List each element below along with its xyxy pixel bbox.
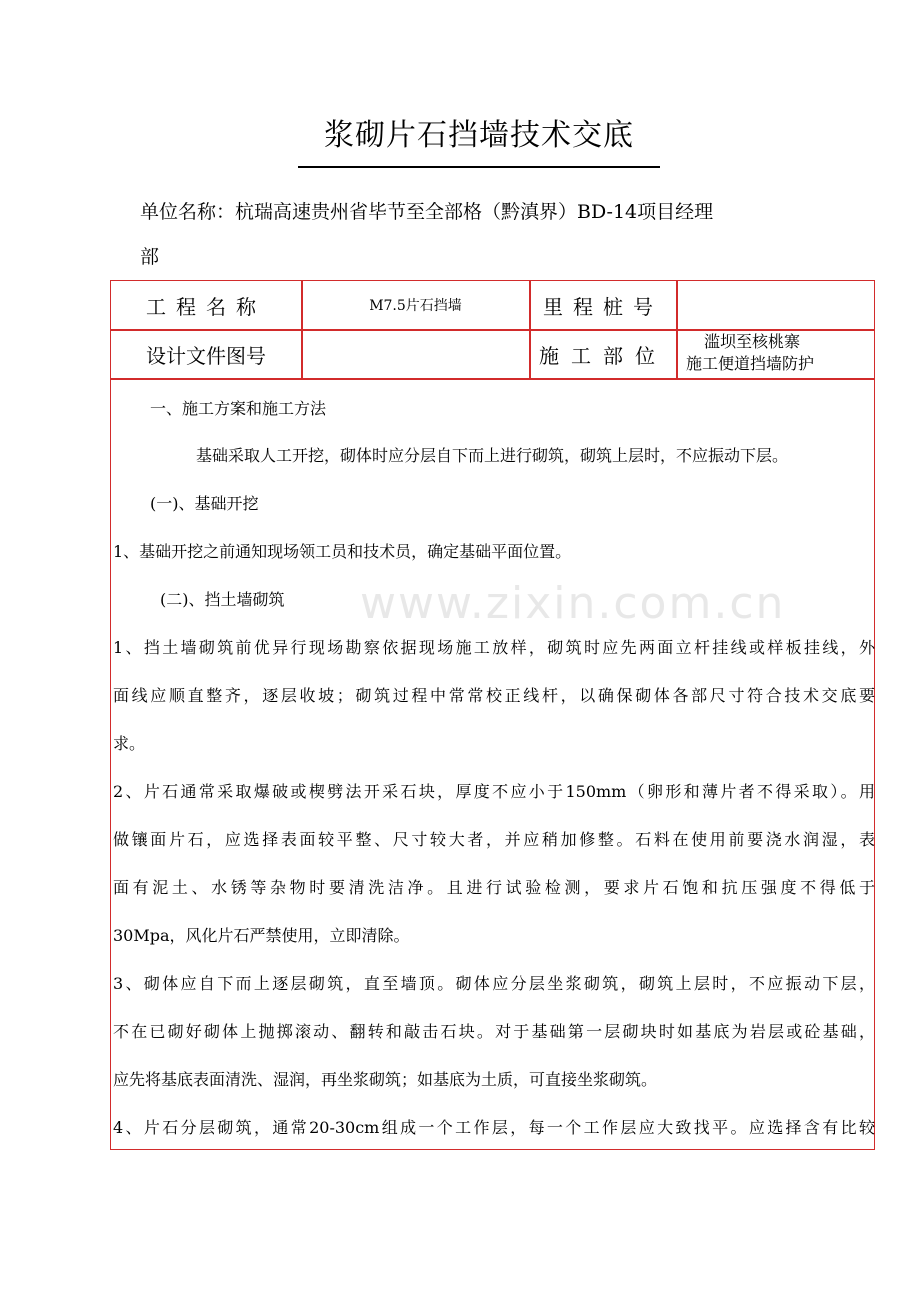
project-name-label: 工程名称: [146, 294, 266, 319]
section-heading-1: 一、施工方案和施工方法: [150, 399, 327, 418]
construction-site-value: [686, 331, 814, 375]
unit-name-line2: 部: [140, 246, 160, 268]
title-underline: [298, 166, 660, 168]
watermark: www.zixin.com.cn: [360, 578, 786, 629]
paragraph-3-line-2: 不在已砌好砌体上抛掷滚动、翻转和敲击石块。对于基础第一层砌块时如基底为岩层或砼基础，: [113, 1022, 875, 1041]
table-row-divider: [110, 378, 875, 380]
paragraph-2-line-3: 面有泥土、水锈等杂物时要清洗洁净。且进行试验检测，要求片石饱和抗压强度不得低于: [113, 878, 875, 897]
section-1-paragraph: 基础采取人工开挖，砌体时应分层自下而上进行砌筑，砌筑上层时，不应振动下层。: [196, 446, 789, 465]
document-title: 浆砌片石挡墙技术交底: [324, 118, 634, 153]
subsection-heading-2: (二)、挡土墙砌筑: [160, 590, 285, 609]
mileage-value: [677, 281, 874, 329]
paragraph-3-line-1: 3、砌体应自下而上逐层砌筑，直至墙顶。砌体应分层坐浆砌筑，砌筑上层时，不应振动下层，: [113, 974, 875, 993]
paragraph-1-line-3: 求。: [113, 734, 146, 753]
construction-site-line2: 施工便道挡墙防护: [686, 354, 815, 373]
paragraph-4-line-1: 4、片石分层砌筑，通常20-30cm组成一个工作层，每一个工作层应大致找平。应选择含有比较: [113, 1118, 875, 1137]
unit-name-line1: 单位名称：杭瑞高速贵州省毕节至全部格（黔滇界）BD-14项目经理: [140, 201, 714, 223]
paragraph-3-line-3: 应先将基底表面清洗、湿润，再坐浆砌筑；如基底为土质，可直接坐浆砌筑。: [113, 1070, 658, 1089]
construction-site-line1: 滥坝至核桃寨: [704, 332, 801, 351]
project-name-value: M7.5片石挡墙: [369, 298, 462, 314]
design-doc-label: 设计文件图号: [146, 343, 266, 368]
paragraph-1-line-1: 1、挡土墙砌筑前优异行现场勘察依据现场施工放样，砌筑时应先两面立杆挂线或样板挂线，外: [113, 638, 875, 657]
mileage-label: 里程桩号: [543, 294, 663, 319]
construction-site-label: 施工部位: [539, 343, 667, 368]
paragraph-1-line-2: 面线应顺直整齐，逐层收坡；砌筑过程中常常校正线杆，以确保砌体各部尺寸符合技术交底要: [113, 686, 875, 705]
paragraph-2-line-1: 2、片石通常采取爆破或楔劈法开采石块，厚度不应小于150mm（卵形和薄片者不得采取）。用: [113, 782, 875, 801]
paragraph-2-line-4: 30Mpa，风化片石严禁使用，立即清除。: [113, 926, 410, 945]
subsection-heading-1: (一)、基础开挖: [150, 494, 259, 513]
paragraph-2-line-2: 做镶面片石，应选择表面较平整、尺寸较大者，并应稍加修整。石料在使用前要浇水润湿，表: [113, 830, 875, 849]
subsection-1-item-1: 1、基础开挖之前通知现场领工员和技术员，确定基础平面位置。: [113, 542, 572, 561]
design-doc-value: [302, 330, 529, 378]
